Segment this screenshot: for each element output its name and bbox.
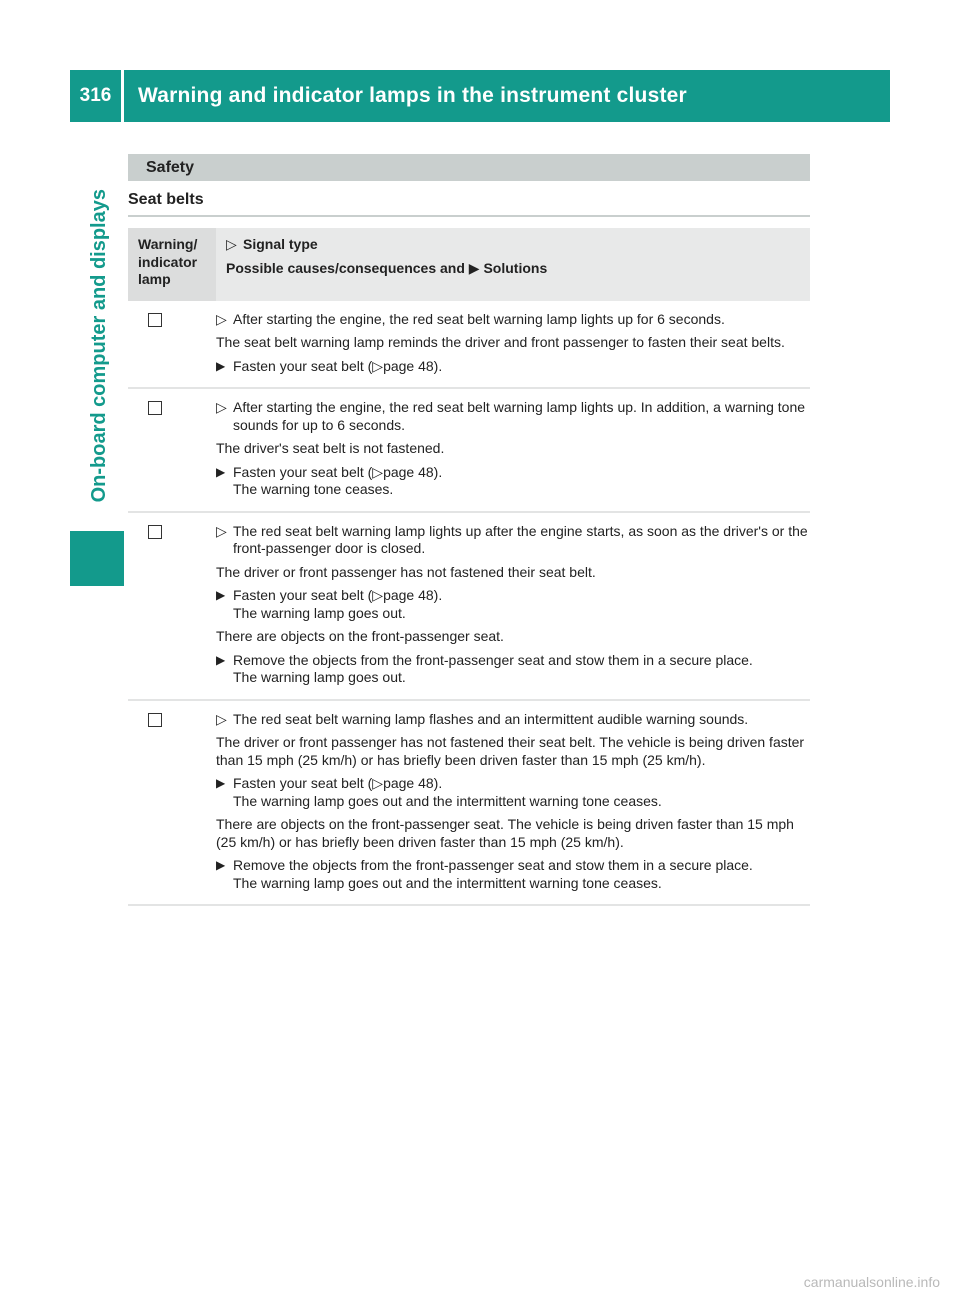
column-header-signal: Signal type xyxy=(243,236,318,252)
signal-icon: ▷ xyxy=(216,310,227,327)
cause-text: There are objects on the front-passenger seat. The vehicle is being driven faster than 15 mph (25 km/h) or has briefly been driven faster than 15 mph (25 km/h). xyxy=(216,816,794,850)
action-item: ▶ Remove the objects from the front-passenger seat and stow them in a secure place. The warning lamp goes out. xyxy=(216,652,810,687)
warning-lamp-table xyxy=(128,228,810,906)
seat-belt-lamp-icon xyxy=(148,713,162,727)
action-result: The warning lamp goes out. xyxy=(233,669,406,685)
section-title: Safety xyxy=(146,158,195,176)
action-item: ▶ Remove the objects from the front-passenger seat and stow them in a secure place. The warning lamp goes out and the intermittent warning tone ceases. xyxy=(216,857,810,892)
table-row xyxy=(128,301,810,389)
description-cell xyxy=(216,388,810,512)
action-result: The warning tone ceases. xyxy=(233,481,394,497)
cause-text: The driver's seat belt is not fastened. xyxy=(216,440,445,456)
page-reference[interactable]: page 48). xyxy=(383,587,443,603)
cause-text: The driver or front passenger has not fastened their seat belt. xyxy=(216,563,596,580)
signal-text: ▷ After starting the engine, the red seat belt warning lamp lights up. In addition, a warning tone sounds for up to 6 seconds. xyxy=(216,399,806,433)
chapter-title: Warning and indicator lamps in the instrument cluster xyxy=(138,84,687,107)
action-result: The warning lamp goes out and the intermittent warning tone ceases. xyxy=(233,874,662,891)
page-number: 316 xyxy=(70,70,124,122)
seat-belt-lamp-icon xyxy=(148,313,162,327)
action-icon: ▶ xyxy=(216,776,226,790)
side-tab-label: On-board computer and displays xyxy=(87,189,110,503)
action-icon: ▶ xyxy=(216,588,226,602)
action-result: The warning lamp goes out and the intermittent warning tone ceases. xyxy=(233,792,662,809)
table-row xyxy=(128,700,810,906)
signal-icon: ▷ xyxy=(226,236,237,252)
page-reference[interactable]: page 48). xyxy=(383,357,443,374)
action-result: The warning lamp goes out. xyxy=(233,604,406,621)
seat-belt-lamp-icon xyxy=(148,525,162,539)
action-icon: ▶ xyxy=(216,358,226,373)
description-cell xyxy=(216,301,810,389)
signal-icon: ▷ xyxy=(216,522,227,539)
cause-text: There are objects on the front-passenger seat. xyxy=(216,628,504,644)
column-header-solutions: Solutions xyxy=(483,259,548,276)
action-item: ▶ Fasten your seat belt (▷page 48). The warning lamp goes out and the intermittent warning tone ceases. xyxy=(216,775,810,810)
column-header-lamp: Warning/ indicator lamp xyxy=(128,228,216,301)
lamp-cell xyxy=(128,388,216,512)
lamp-cell xyxy=(128,700,216,906)
page-reference[interactable]: page 48). xyxy=(383,775,443,791)
description-cell xyxy=(216,512,810,700)
lamp-cell xyxy=(128,512,216,700)
signal-text: ▷ After starting the engine, the red seat belt warning lamp lights up for 6 seconds. xyxy=(216,310,725,327)
signal-text: ▷ The red seat belt warning lamp flashes and an intermittent audible warning sounds. xyxy=(216,710,749,727)
column-header-description xyxy=(216,228,810,301)
cause-text: The seat belt warning lamp reminds the driver and front passenger to fasten their seat belts. xyxy=(216,334,785,350)
page-ref-icon: ▷ xyxy=(372,775,384,791)
subsection-title: Seat belts xyxy=(128,191,810,217)
page-reference[interactable]: page 48). xyxy=(383,463,443,480)
signal-text: ▷ The red seat belt warning lamp lights up after the engine starts, as soon as the driver's or the front-passenger door is closed. xyxy=(216,522,808,556)
page-header xyxy=(70,70,890,122)
cause-text: The driver or front passenger has not fastened their seat belt. The vehicle is being driven faster than 15 mph (25 km/h) or has briefly been driven faster than 15 mph (25 km/h). xyxy=(216,734,805,768)
column-header-causes: Possible causes/consequences and xyxy=(226,259,465,276)
page-ref-icon: ▷ xyxy=(372,463,384,480)
action-icon: ▶ xyxy=(216,858,226,872)
action-icon: ▶ xyxy=(468,259,480,276)
page-ref-icon: ▷ xyxy=(372,587,384,603)
action-item: ▶ Fasten your seat belt (▷page 48). The warning lamp goes out. xyxy=(216,587,810,622)
description-cell xyxy=(216,700,810,906)
table-header-row xyxy=(128,228,810,301)
side-tab-label-container xyxy=(82,146,116,546)
lamp-cell xyxy=(128,301,216,389)
seat-belt-lamp-icon xyxy=(148,401,162,415)
action-item: ▶ Fasten your seat belt (▷page 48). The warning tone ceases. xyxy=(216,464,810,499)
side-tab-marker xyxy=(70,531,124,586)
section-header xyxy=(128,154,810,181)
table-row xyxy=(128,388,810,512)
action-icon: ▶ xyxy=(216,652,226,667)
action-item: ▶ Fasten your seat belt (▷page 48). xyxy=(216,357,443,374)
table-row xyxy=(128,512,810,700)
action-icon: ▶ xyxy=(216,464,226,479)
signal-icon: ▷ xyxy=(216,710,227,727)
signal-icon: ▷ xyxy=(216,399,227,415)
page-ref-icon: ▷ xyxy=(372,357,384,374)
footer-watermark: carmanualsonline.info xyxy=(803,1274,940,1290)
